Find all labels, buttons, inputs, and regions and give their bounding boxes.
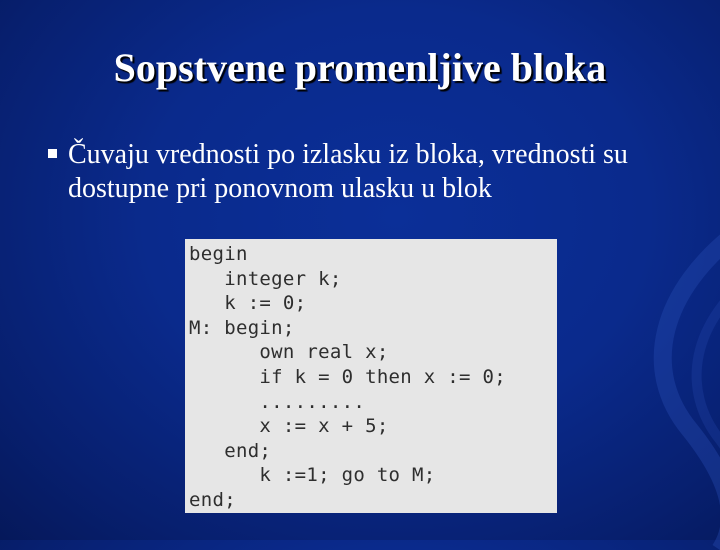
- decorative-swoosh: [620, 230, 720, 550]
- code-line: k := 0;: [189, 292, 307, 315]
- code-line: if k = 0 then x := 0;: [189, 365, 506, 388]
- code-line: k :=1; go to M;: [189, 464, 436, 487]
- code-line: end;: [189, 439, 272, 462]
- code-line: x := x + 5;: [189, 415, 389, 438]
- code-line: integer k;: [189, 267, 342, 290]
- square-bullet-icon: [48, 149, 57, 158]
- code-line: .........: [189, 390, 366, 413]
- code-line: end;: [189, 488, 236, 511]
- code-line: M: begin;: [189, 316, 295, 339]
- bullet-text: Čuvaju vrednosti po izlasku iz bloka, vrednosti su dostupne pri ponovnom ulasku u blok: [68, 139, 628, 204]
- code-line: own real x;: [189, 341, 389, 364]
- code-listing: [185, 239, 557, 513]
- slide-title: Sopstvene promenljive bloka: [113, 45, 607, 90]
- code-line: begin: [189, 243, 248, 265]
